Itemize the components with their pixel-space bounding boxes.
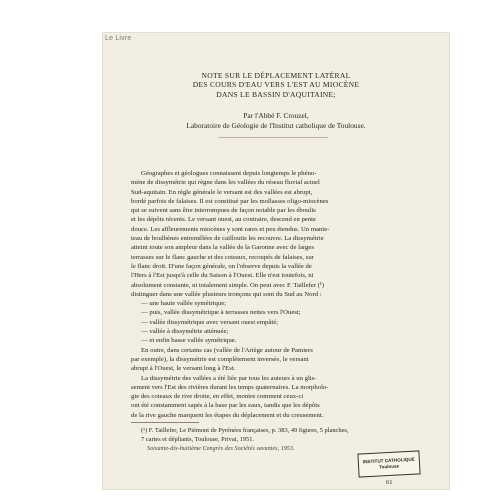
page-number: 61 — [386, 479, 393, 486]
paragraph-3 — [131, 374, 435, 420]
footnote — [141, 426, 431, 444]
list-item: — puis, vallée dissymétrique à terrasses nettes vers l'Ouest; — [141, 309, 301, 317]
list-item: — vallée à dissymétrie atténuée; — [141, 328, 229, 336]
text-line: gie des coteaux de rive droite, en effet, montre comment ceux-ci — [131, 393, 304, 401]
stamp-line: INSTITUT CATHOLIQUE — [362, 456, 415, 465]
title-line: DES COURS D'EAU VERS L'EST AU MIOCÈNE — [192, 80, 360, 90]
text-line: qui se suivent sans être interrompues de façon notable par les éboulis — [131, 207, 316, 215]
list-item: — une haute vallée symétrique; — [141, 300, 227, 308]
text-line: abrupt à l'Ouest, le versant long à l'Est. — [131, 365, 236, 373]
footnote-line: (¹) F. Taillefer, Le Piémont de Pyrénées françaises, p. 383, 49 figures, 5 planches, — [141, 427, 349, 434]
author-affiliation: Laboratoire de Géologie de l'Institut catholique de Toulouse. — [186, 121, 366, 130]
watermark: Le Livre — [105, 35, 132, 42]
text-line: atteint toute son ampleur dans la vallée de la Garonne avec de larges — [131, 244, 314, 252]
congress-footer: Soixante-dix-huitième Congrès des Sociétés savantes, 1953. — [147, 446, 295, 452]
text-line: Sud-aquitain. En règle générale le versant est des vallées est abrupt, — [131, 188, 313, 196]
text-line: distinguer dans une vallée plusieurs tronçons qui sont du Sud au Nord : — [131, 290, 322, 298]
footnote-line: 7 cartes et dépliants, Toulouse, Privat, 1951. — [141, 436, 255, 443]
text-line: le flanc droit. D'une façon générale, on l'observe depuis la vallée de — [131, 262, 312, 270]
text-line: mène de dissymétrie qui règne dans les vallées du réseau fluvial actuel — [131, 179, 320, 187]
text-line: teau de boulbènes entremêlées de cailloutis les recouvre. La dissymétrie — [131, 235, 324, 243]
document-page — [103, 33, 449, 489]
text-line: par exemple), la dissymétrie est complètement inversée, le versant — [131, 355, 309, 363]
text-line: de la rive gauche marquent les étapes du déplacement et du creusement. — [131, 411, 324, 419]
list-item: — et enfin basse vallée symétrique. — [141, 337, 237, 345]
text-line: douce. Les affleurements miocènes y sont rares et peu étendus. Un mante- — [131, 225, 330, 233]
text-line: absolument constante, ni totalement simple. On peut avec F. Taillefer (¹) — [131, 281, 325, 289]
list-item: — vallée dissymétrique avec versant ouest empâté; — [141, 318, 279, 326]
stamp-line: Toulouse — [378, 463, 400, 470]
text-line: bordé parfois de falaises. Il est constitué par les mollasses oligo-miocènes — [131, 197, 329, 205]
author-name: Par l'Abbé F. Crouzel, — [243, 111, 309, 120]
text-line: sement vers l'Est des rivières durant les temps quaternaires. La morpholo- — [131, 383, 329, 391]
author-block — [103, 111, 449, 131]
title-divider — [218, 137, 328, 138]
title-line: NOTE SUR LE DÉPLACEMENT LATÉRAL — [201, 71, 351, 80]
text-line: Géographes et géologues connaissent depuis longtemps le phéno- — [141, 170, 317, 177]
text-line: et les dépôts récents. Le versant ouest, au contraire, descend en pente — [131, 216, 316, 224]
article-title — [103, 71, 449, 99]
footnote-separator — [131, 422, 199, 423]
title-line: DANS LE BASSIN D'AQUITAINE; — [216, 89, 336, 99]
paragraph-2 — [131, 346, 435, 374]
text-line: ont été constamment sapés à la base par les eaux, tandis que les dépôts — [131, 402, 320, 410]
text-line: terrasses sur le flanc gauche et des coteaux, recoupés de falaises, sur — [131, 253, 314, 261]
article-body — [131, 169, 435, 420]
text-line: La dissymétrie des vallées a été liée par tous les auteurs à un glis- — [141, 374, 317, 382]
dash-list — [131, 299, 435, 345]
text-line: l'Hers à l'Est jusqu'à celle du Saison à l'Ouest. Elle n'est toutefois, ni — [131, 272, 314, 280]
library-stamp — [357, 450, 420, 477]
text-line: En outre, dans certains cas (vallée de l'Ariège autour de Pamiers — [141, 346, 313, 354]
paragraph-1 — [131, 169, 435, 299]
